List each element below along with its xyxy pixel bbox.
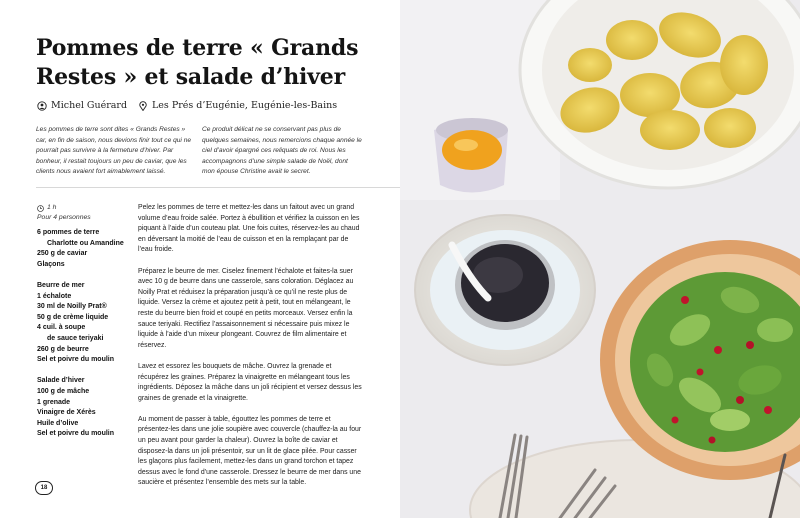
ingredient-item: Charlotte ou Amandine (47, 239, 124, 247)
ingredient-item: Sel et poivre du moulin (37, 356, 115, 364)
ingredient-item: 30 ml de Noilly Prat® (37, 303, 107, 311)
section-divider (36, 187, 400, 188)
ingredient-item: Vinaigre de Xérès (37, 409, 96, 417)
ingredient-item: 1 grenade (37, 398, 71, 406)
ingredient-item: Glaçons (37, 260, 65, 268)
sauce-bowl (434, 118, 508, 193)
food-photo (400, 0, 800, 518)
location-pin-icon (138, 101, 148, 111)
ingredient-item: Sel et poivre du moulin (37, 430, 115, 438)
ingredient-item: 260 g de beurre (37, 345, 89, 353)
intro-paragraph-right: Ce produit délicat ne se conservant pas plus de quelques semaines, nous remercions chaque année le ciel d’avoir épargné ces reliquats de roi. Nous les accompagnons d’une simple salade de Noël, dont mon épouse Christine avait le secret. (202, 126, 362, 176)
butter-heading: Beurre de mer (37, 281, 85, 289)
ingredient-item: 50 g de crème liquide (37, 313, 109, 321)
ingredient-item: Huile d’olive (37, 419, 79, 427)
chef-name: Michel Guérard (51, 100, 128, 111)
ingredient-item: 250 g de caviar (37, 250, 88, 258)
ingredient-item: de sauce teriyaki (47, 334, 104, 342)
recipe-title: Pommes de terre « Grands Restes » et salade d’hiver (36, 35, 359, 90)
servings: Pour 4 personnes (37, 214, 91, 221)
step-paragraph: Pelez les pommes de terre et mettez-les dans un faitout avec un grand volume d’eau froide salée. Portez à ébullition et vérifiez la cuisson en les piquant à l’aide d’un couteau plat. Une fois cuites, réservez-les au chaud en déversant la moitié de l’eau de cuisson et en la remplaçant par de l’eau froide. (138, 204, 360, 254)
ingredient-item: 100 g de mâche (37, 387, 90, 395)
recipe-steps (138, 203, 363, 500)
page-number: 18 (35, 481, 53, 495)
ingredient-item: 6 pommes de terre (37, 229, 100, 236)
step-paragraph: Lavez et essorez les bouquets de mâche. Ouvrez la grenade et récupérez les graines. Préparez la vinaigrette en mélangeant tous les ingrédients. Déposez la mâche dans un joli récipient et versez dessus les graines de grenade et la vinaigrette. (138, 362, 362, 402)
step-paragraph: Au moment de passer à table, égouttez les pommes de terre et présentez-les dans une jolie soupière avec couvercle (chauffez-la au four un peu avant pour garder la chaleur). Ouvrez la boîte de caviar et disposez-la dans un joli présentoir, sur un lit de glace pilée. Pour casser les glaçons plus facilement, mettez-les dans un grand torchon et tapez dessus avec le fond d’une casserole. Dressez le beurre de mer dans une saucière et présentez l’ensemble des mets sur la table. (138, 415, 362, 487)
intro-paragraph-left: Les pommes de terre sont dites « Grands Restes » car, en fin de saison, nous devions finir tout ce qui ne pourrait pas survivre à la fermeture d’hiver. Par bonheur, il restait toujours un peu de caviar, que les clients nous avaient fort aimablement laissé. (36, 126, 192, 176)
restaurant-name: Les Prés d’Eugénie, Eugénie-les-Bains (152, 100, 338, 111)
ingredients-list (37, 228, 124, 440)
ingredient-item: 1 échalote (37, 292, 72, 300)
chef-byline (37, 100, 127, 111)
caviar-dish (415, 215, 595, 365)
prep-time: 1 h (47, 204, 57, 211)
step-paragraph: Préparez le beurre de mer. Ciselez finement l’échalote et faites-la suer avec 10 g de beurre dans une casserole, sans coloration. Déglacez au Noilly Prat et réduisez la préparation jusqu’à ce qu’il ne reste plus de liquide. Versez la crème et ajoutez petit à petit, tout en mélangeant, le reste du beurre bien froid et coupé en petits morceaux. Versez enfin la sauce teriyaki. Rectifiez l’assaisonnement si nécessaire puis mixez le liquide à l’aide d’un mixeur plongeant. Couvrez de film alimentaire et réservez. (138, 267, 354, 349)
food-illustration (400, 0, 800, 518)
restaurant-byline (138, 100, 337, 111)
recipe-meta (37, 203, 91, 223)
ingredient-item: 4 cuil. à soupe (37, 324, 86, 332)
clock-icon (37, 205, 44, 212)
chef-icon (37, 101, 47, 111)
salad-heading: Salade d’hiver (37, 377, 85, 385)
